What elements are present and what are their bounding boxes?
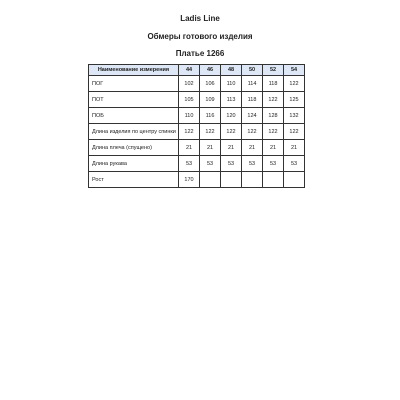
row-label: Длина изделия по центру спинки [89, 124, 179, 140]
table-cell: 114 [242, 76, 263, 92]
table-cell: 53 [179, 156, 200, 172]
header-size: 54 [284, 65, 305, 76]
table-row [89, 124, 305, 140]
table-header-row [89, 65, 305, 76]
table-row [89, 140, 305, 156]
table-cell: 122 [284, 124, 305, 140]
table-cell: 122 [242, 124, 263, 140]
row-label: ПОТ [89, 92, 179, 108]
table-cell: 53 [263, 156, 284, 172]
table-cell: 122 [221, 124, 242, 140]
table-cell: 118 [263, 76, 284, 92]
document-heading: Обмеры готового изделия [147, 32, 253, 41]
table-cell: 122 [263, 124, 284, 140]
table-row [89, 156, 305, 172]
row-label: Рост [89, 172, 179, 188]
header-size: 48 [221, 65, 242, 76]
table-row [89, 172, 305, 188]
table-cell [242, 172, 263, 188]
table-cell: 21 [221, 140, 242, 156]
measurements-table [88, 64, 305, 188]
table-cell: 21 [242, 140, 263, 156]
table-cell: 116 [200, 108, 221, 124]
header-size: 50 [242, 65, 263, 76]
row-label: ПОБ [89, 108, 179, 124]
table-row [89, 76, 305, 92]
header-size: 44 [179, 65, 200, 76]
table-cell: 53 [200, 156, 221, 172]
table-cell: 125 [284, 92, 305, 108]
header-size: 52 [263, 65, 284, 76]
header-measurement-name: Наименование измерения [89, 65, 179, 76]
table-cell: 106 [200, 76, 221, 92]
table-cell: 132 [284, 108, 305, 124]
table-cell: 124 [242, 108, 263, 124]
table-row [89, 108, 305, 124]
table-cell [284, 172, 305, 188]
table-cell: 21 [284, 140, 305, 156]
table-cell: 122 [179, 124, 200, 140]
table-cell [263, 172, 284, 188]
table-cell: 170 [179, 172, 200, 188]
table-cell: 102 [179, 76, 200, 92]
table-cell: 53 [284, 156, 305, 172]
table-cell: 21 [179, 140, 200, 156]
table-cell: 110 [179, 108, 200, 124]
brand-title: Ladis Line [180, 14, 220, 23]
header-size: 46 [200, 65, 221, 76]
model-name: Платье 1266 [175, 49, 225, 58]
table-cell: 110 [221, 76, 242, 92]
table-cell: 122 [284, 76, 305, 92]
table-cell: 109 [200, 92, 221, 108]
table-cell: 128 [263, 108, 284, 124]
table-row [89, 92, 305, 108]
table-cell: 21 [263, 140, 284, 156]
table-cell: 113 [221, 92, 242, 108]
table-cell: 53 [242, 156, 263, 172]
row-label: Длина рукава [89, 156, 179, 172]
table-cell [200, 172, 221, 188]
table-cell [221, 172, 242, 188]
table-cell: 122 [200, 124, 221, 140]
table-cell: 122 [263, 92, 284, 108]
table-cell: 105 [179, 92, 200, 108]
table-cell: 118 [242, 92, 263, 108]
table-cell: 53 [221, 156, 242, 172]
table-cell: 21 [200, 140, 221, 156]
row-label: Длина плеча (спущено) [89, 140, 179, 156]
row-label: ПОГ [89, 76, 179, 92]
table-cell: 120 [221, 108, 242, 124]
